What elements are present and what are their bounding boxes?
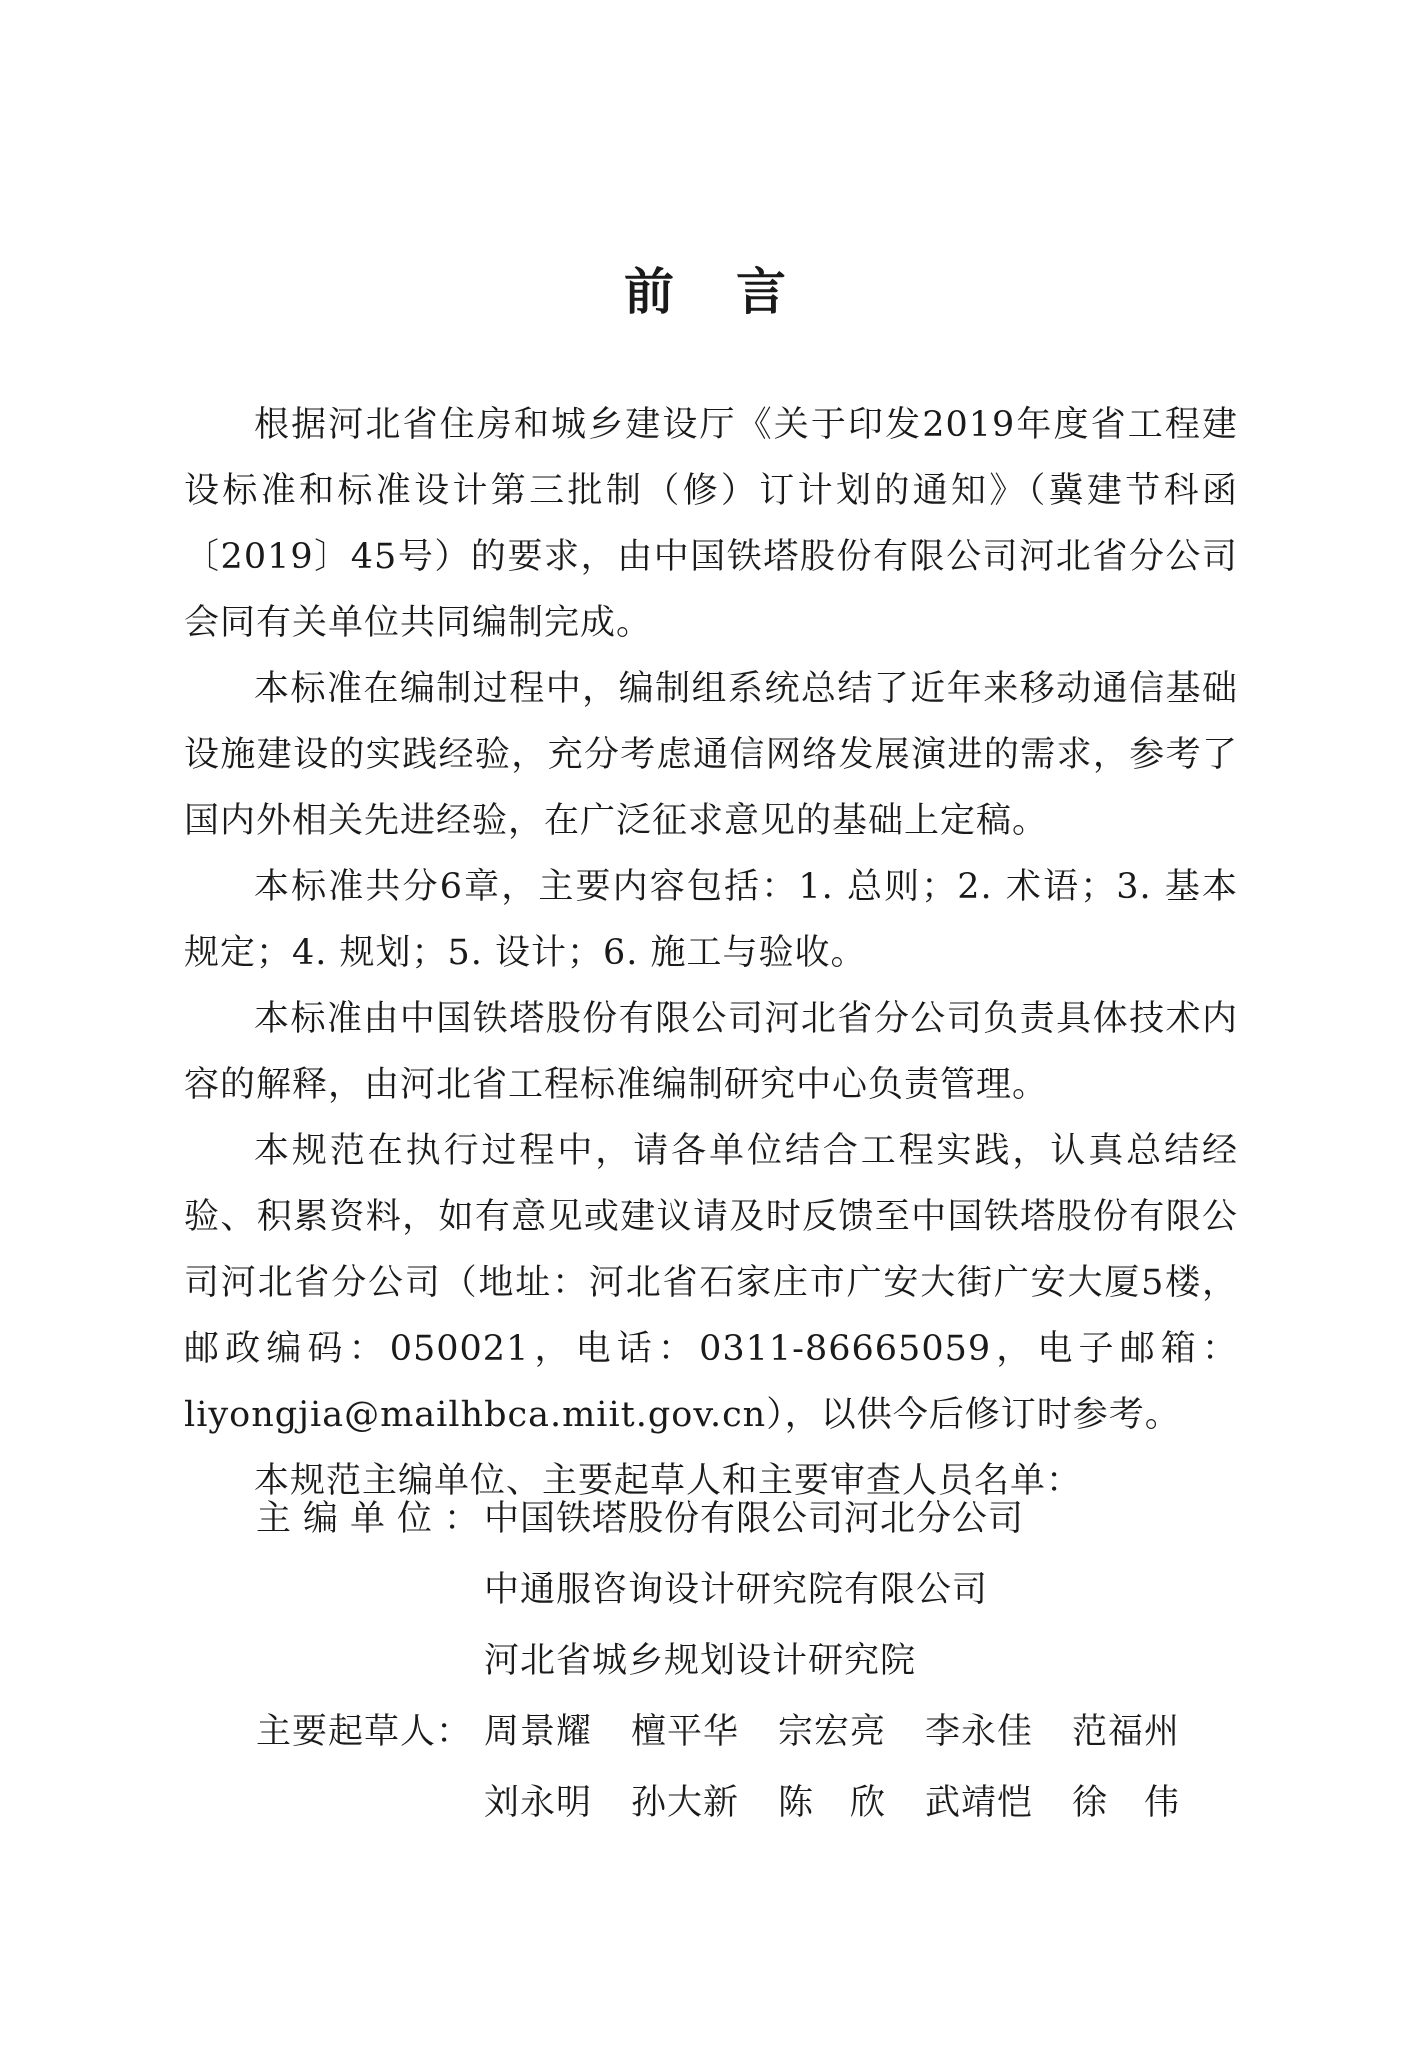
- drafter-name: 檀平华: [631, 1712, 740, 1752]
- drafter-name: 孙大新: [631, 1783, 740, 1823]
- drafter-name: 武靖恺: [925, 1783, 1034, 1823]
- drafter-row: [256, 1697, 1256, 1768]
- drafter-label: 主要起草人：: [256, 1712, 473, 1752]
- personnel-list: [256, 1484, 1256, 1839]
- chief-unit-value: 中通服咨询设计研究院有限公司: [484, 1570, 989, 1610]
- drafter-name: 宗宏亮: [778, 1712, 887, 1752]
- chief-unit-label: 主编单位：: [256, 1499, 492, 1539]
- preface-body: [184, 392, 1238, 1514]
- page-title: 前言: [624, 263, 848, 321]
- chief-unit-value: 中国铁塔股份有限公司河北分公司: [484, 1499, 1025, 1539]
- chief-unit-value: 河北省城乡规划设计研究院: [484, 1641, 917, 1681]
- drafter-name: 范福州: [1072, 1712, 1181, 1752]
- chief-unit-row: [256, 1484, 1256, 1555]
- paragraph-feedback: 本规范在执行过程中，请各单位结合工程实践，认真总结经验、积累资料，如有意见或建议请及时反馈至中国铁塔股份有限公司河北省分公司（地址：河北省石家庄市广安大街广安大厦5楼，邮政编码：050021，电话：0311-86665059，电子邮箱：liyongjia@mailhbca.miit.gov.cn），以供今后修订时参考。: [184, 1131, 1238, 1435]
- paragraph-interpretation: 本标准由中国铁塔股份有限公司河北省分公司负责具体技术内容的解释，由河北省工程标准编制研究中心负责管理。: [184, 999, 1238, 1105]
- drafter-name: 李永佳: [925, 1712, 1034, 1752]
- drafter-name: 周景耀: [484, 1712, 593, 1752]
- paragraph-list-intro: 本规范主编单位、主要起草人和主要审查人员名单：: [254, 1461, 1083, 1501]
- drafter-name: 刘永明: [484, 1783, 593, 1823]
- paragraph-process: 本标准在编制过程中，编制组系统总结了近年来移动通信基础设施建设的实践经验，充分考虑通信网络发展演进的需求，参考了国内外相关先进经验，在广泛征求意见的基础上定稿。: [184, 669, 1238, 841]
- paragraph-basis: 根据河北省住房和城乡建设厅《关于印发2019年度省工程建设标准和标准设计第三批制（修）订计划的通知》（冀建节科函〔2019〕45号）的要求，由中国铁塔股份有限公司河北省分公司会同有关单位共同编制完成。: [184, 405, 1238, 643]
- drafter-name: 陈 欣: [778, 1783, 887, 1823]
- chief-unit-row: [256, 1555, 1256, 1626]
- paragraph-contents: 本标准共分6章，主要内容包括：1. 总则；2. 术语；3. 基本规定；4. 规划；5. 设计；6. 施工与验收。: [184, 867, 1238, 973]
- drafter-name: 徐 伟: [1072, 1783, 1181, 1823]
- chief-unit-row: [256, 1626, 1256, 1697]
- drafter-row: [256, 1768, 1256, 1839]
